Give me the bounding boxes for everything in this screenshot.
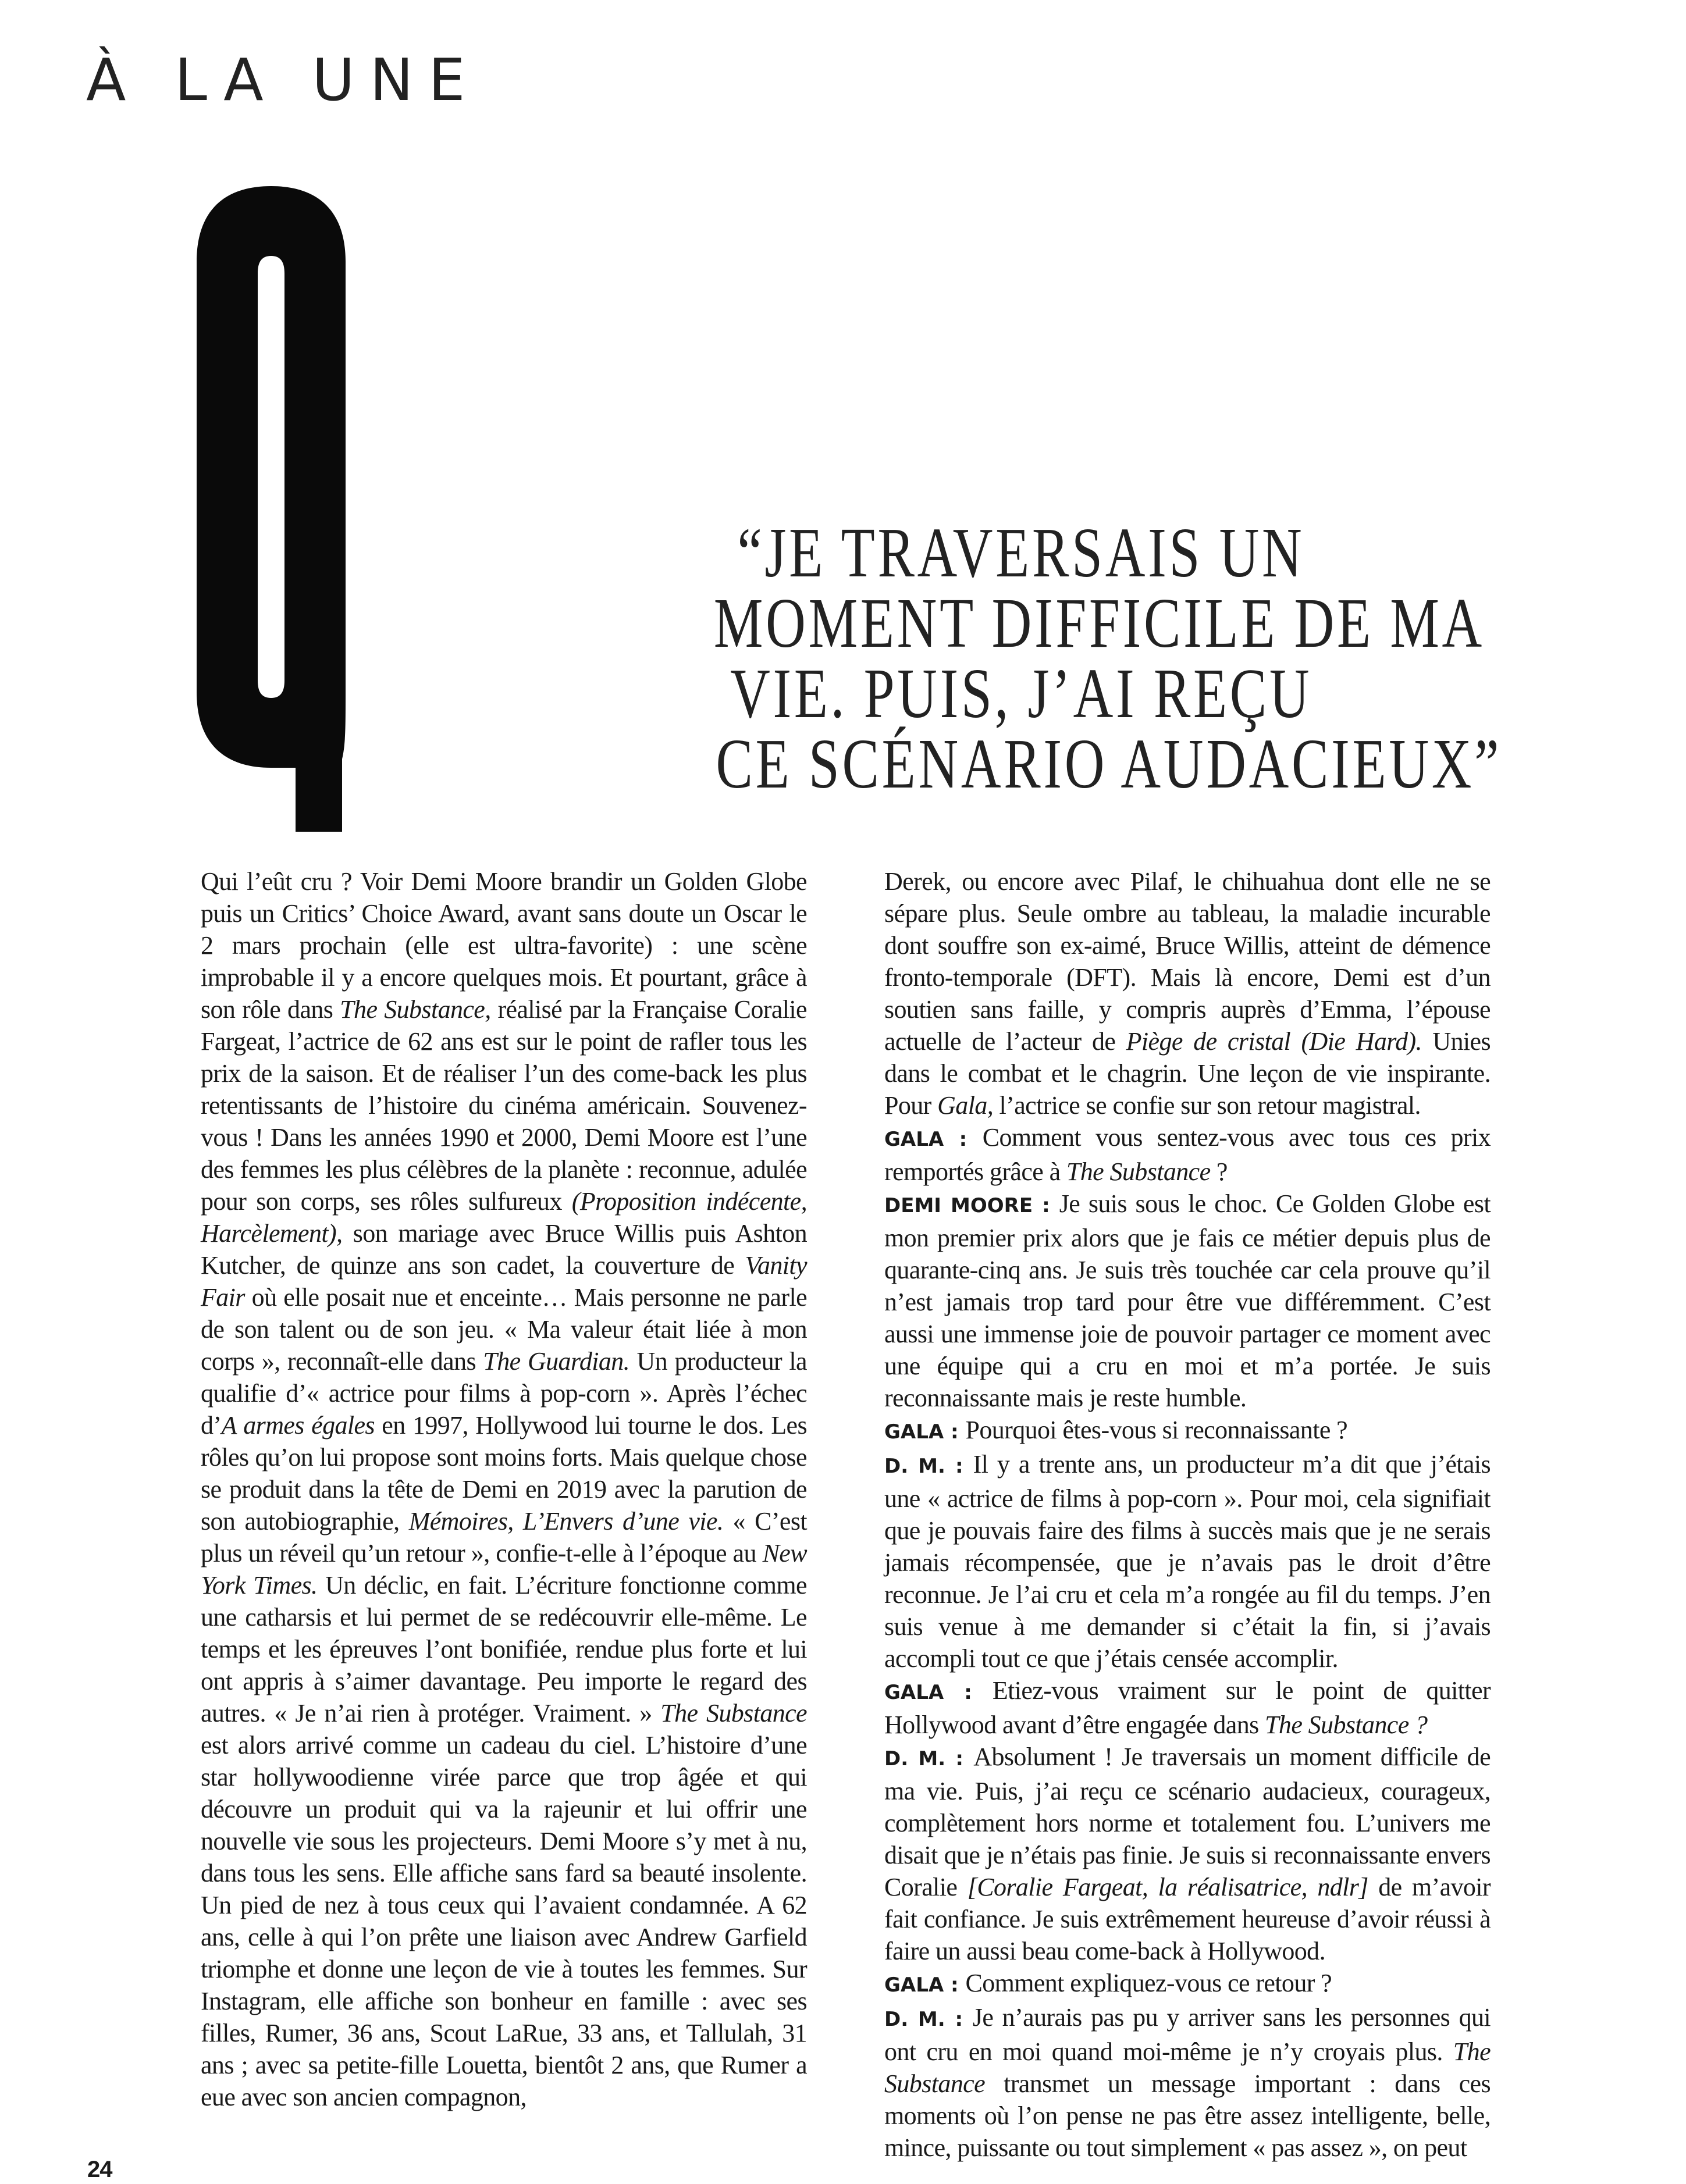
pull-quote-line: “JE TRAVERSAIS UN [737, 514, 1305, 592]
speaker-label: GALA : [884, 1973, 966, 1997]
body-text: Un déclic, en fait. L’écriture fonctionne comme une catharsis et lui permet de se redécouvrir elle-même. Le temps et les épreuves l’ont bonifiée, rendue plus forte et lui ont appris à s’aimer davantage. Peu importe le regard des autres. « Je n’ai rien à protéger. Vraiment. » [201, 1571, 807, 1727]
article-paragraph [884, 865, 1491, 1121]
drop-letter-q [197, 186, 346, 832]
italic-title: Vanity Fair [201, 1251, 807, 1312]
speaker-label: D. M. : [884, 1455, 973, 1478]
italic-title: Gala, [937, 1091, 994, 1120]
italic-title: New York Times. [201, 1539, 807, 1599]
speaker-label: D. M. : [884, 1747, 974, 1770]
page-number: 24 [87, 2157, 112, 2182]
speaker-label: D. M. : [884, 2008, 973, 2031]
body-text: « C’est plus un réveil qu’un retour », confie-t-elle à l’époque au [201, 1507, 808, 1567]
article-paragraph [201, 865, 807, 2113]
body-text: Qui l’eût cru ? Voir Demi Moore brandir un Golden Globe puis un Critics’ Choice Award, avant sans doute un Oscar le 2 mars prochain (elle est ultra-favorite) : une scène improbable il y a encore quelques mois. Et pourtant, grâce à son rôle dans [201, 867, 807, 1024]
body-text: l’actrice se confie sur son retour magistral. [993, 1091, 1421, 1120]
italic-title: The Substance, [340, 995, 491, 1024]
body-text: réalisé par la Française Coralie Fargeat, l’actrice de 62 ans est sur le point de rafler tous les prix de la saison. Et de réaliser l’un des come-back les plus retentissants de l’histoire du cinéma américain. Souvenez-vous ! Dans les années 1990 et 2000, Demi Moore est l’une des femmes les plus célèbres de la planète : reconnue, adulée pour son corps, ses rôles sulfureux [201, 995, 807, 1216]
body-text: de m’avoir fait confiance. Je suis extrêmement heureuse d’avoir réussi à faire un aussi beau come-back à Hollywood. [884, 1873, 1491, 1965]
article-column-right [884, 865, 1491, 2164]
speaker-label: GALA : [884, 1681, 993, 1704]
interview-paragraph [884, 2001, 1491, 2164]
body-text: Un producteur la qualifie d’« actrice pour films à pop-corn ». Après l’échec d’ [201, 1347, 807, 1440]
interview-paragraph [884, 1414, 1491, 1448]
italic-title: Mémoires, L’Envers d’une vie. [408, 1507, 724, 1535]
speaker-label: GALA : [884, 1420, 966, 1444]
body-text: Comment expliquez-vous ce retour ? [965, 1969, 1332, 1997]
italic-title: The Substance [1066, 1157, 1211, 1186]
italic-title: The Substance [884, 2037, 1491, 2098]
body-text: Il y a trente ans, un producteur m’a dit que j’étais une « actrice de films à pop-corn ». Pour moi, cela signifiait que je pouvais faire des films à succès mais que je ne serais jamais récompensée, que je n’avais pas le droit d’être reconnue. Je l’ai cru et cela m’a rongée au fil du temps. J’en suis venue à me demander si c’était la fin, si j’avais accompli tout ce que j’étais censée accomplir. [884, 1450, 1491, 1673]
pull-quote [605, 514, 1502, 803]
body-text: Absolument ! Je traversais un moment difficile de ma vie. Puis, j’ai reçu ce scénario audacieux, courageux, complètement hors norme et totalement fou. L’univers me disait que je n’étais pas finie. Je suis si reconnaissante envers Coralie [884, 1743, 1491, 1901]
italic-title: The Guardian. [483, 1347, 630, 1376]
italic-title: [Coralie Fargeat, la réalisatrice, ndlr] [967, 1873, 1368, 1901]
italic-title: The Substance [660, 1699, 807, 1727]
interview-paragraph [884, 1967, 1491, 2001]
body-text: en 1997, Hollywood lui tourne le dos. Les rôles qu’on lui propose sont moins forts. Mais quelque chose se produit dans la tête de Demi en 2019 avec la parution de son autobiographie, [201, 1411, 808, 1535]
interview-paragraph [884, 1121, 1491, 1188]
section-rubric: À LA UNE [86, 46, 481, 114]
body-text: ? [1210, 1157, 1228, 1186]
italic-title: (Proposition indécente, Harcèlement), [201, 1187, 807, 1248]
body-text: son mariage avec Bruce Willis puis Ashton Kutcher, de quinze ans son cadet, la couverture de [201, 1219, 807, 1280]
speaker-label: GALA : [884, 1128, 983, 1151]
pull-quote-line: MOMENT DIFFICILE DE MA [713, 584, 1485, 662]
pull-quote-line: CE SCÉNARIO AUDACIEUX” [716, 725, 1502, 803]
body-text: Etiez-vous vraiment sur le point de quitter Hollywood avant d’être engagée dans [884, 1676, 1491, 1739]
speaker-label: DEMI MOORE : [884, 1194, 1059, 1217]
interview-paragraph [884, 1188, 1491, 1414]
body-text: Je n’aurais pas pu y arriver sans les personnes qui ont cru en moi quand moi-même je n’y croyais plus. [884, 2003, 1491, 2066]
body-text: où elle posait nue et enceinte… Mais personne ne parle de son talent ou de son jeu. « Ma valeur était liée à mon corps », reconnaît-elle dans [201, 1283, 807, 1376]
italic-title: The Substance ? [1265, 1711, 1428, 1739]
article-column-left [201, 865, 807, 2113]
italic-title: A armes égales [221, 1411, 375, 1440]
body-text: Comment vous sentez-vous avec tous ces prix remportés grâce à [884, 1123, 1491, 1186]
interview-paragraph [884, 1741, 1491, 1967]
body-text: Derek, ou encore avec Pilaf, le chihuahua dont elle ne se sépare plus. Seule ombre au tableau, la maladie incurable dont souffre son ex-aimé, Bruce Willis, atteint de démence fronto-temporale (DFT). Mais là encore, Demi est d’un soutien sans faille, y compris auprès d’Emma, l’épouse actuelle de l’acteur de [884, 867, 1491, 1056]
body-text: est alors arrivé comme un cadeau du ciel. L’histoire d’une star hollywoodienne virée parce que trop âgée et qui découvre un produit qui va la rajeunir et lui offrir une nouvelle vie sous les projecteurs. Demi Moore s’y met à nu, dans tous les sens. Elle affiche sans fard sa beauté insolente. Un pied de nez à tous ceux qui l’avaient condamnée. A 62 ans, celle à qui l’on prête une liaison avec Andrew Garfield triomphe et donne une leçon de vie à toutes les femmes. Sur Instagram, elle affiche son bonheur en famille : avec ses filles, Rumer, 36 ans, Scout LaRue, 33 ans, et Tallulah, 31 ans ; avec sa petite-fille Louetta, bientôt 2 ans, que Rumer a eue avec son ancien compagnon, [201, 1731, 807, 2111]
body-text: Pourquoi êtes-vous si reconnaissante ? [965, 1416, 1348, 1444]
interview-paragraph [884, 1448, 1491, 1674]
interview-paragraph [884, 1674, 1491, 1741]
body-text: Unies dans le combat et le chagrin. Une leçon de vie inspirante. Pour [884, 1027, 1491, 1120]
italic-title: Piège de cristal (Die Hard). [1126, 1027, 1422, 1056]
pull-quote-line: VIE. PUIS, J’AI REÇU [730, 654, 1312, 733]
body-text: Je suis sous le choc. Ce Golden Globe est mon premier prix alors que je fais ce métier depuis plus de quarante-cinq ans. Je suis très touchée car cela prouve qu’il n’est jamais trop tard pour être vue différemment. C’est aussi une immense joie de pouvoir partager ce moment avec une équipe qui a cru en moi et m’a portée. Je suis reconnaissante mais je reste humble. [884, 1189, 1491, 1412]
body-text: transmet un message important : dans ces moments où l’on pense ne pas être assez intelligente, belle, mince, puissante ou tout simplement « pas assez », on peut [884, 2069, 1491, 2162]
